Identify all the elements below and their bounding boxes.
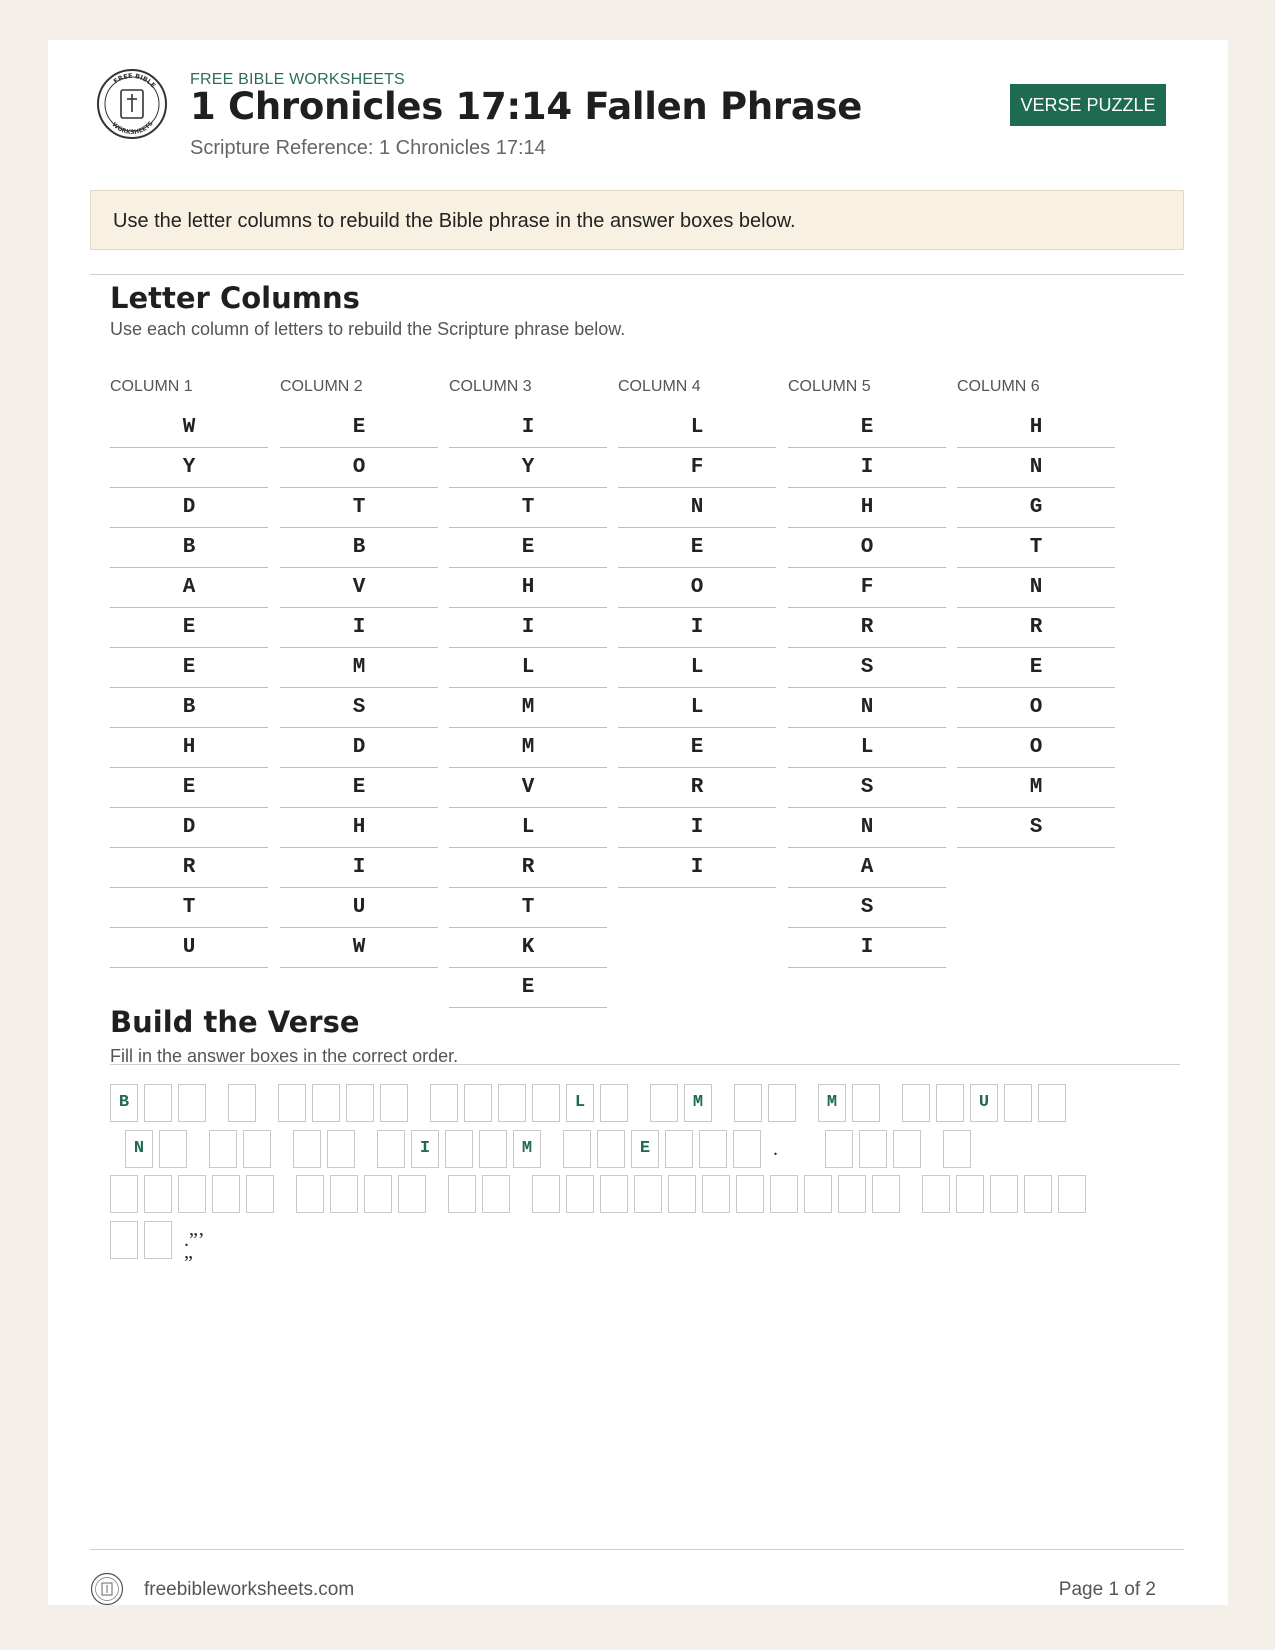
letter-columns-title: Letter Columns	[110, 281, 360, 315]
letter-column	[618, 378, 776, 888]
answer-box-hint[interactable]: M	[818, 1084, 846, 1122]
answer-box[interactable]	[825, 1130, 853, 1168]
letter-cell: E	[957, 648, 1115, 688]
answer-box[interactable]	[1004, 1084, 1032, 1122]
column-label: COLUMN 2	[280, 378, 363, 395]
answer-box[interactable]	[600, 1175, 628, 1213]
letter-cell: E	[618, 528, 776, 568]
letter-cell: R	[110, 848, 268, 888]
letter-cell: L	[449, 648, 607, 688]
letter-cell: N	[957, 448, 1115, 488]
answer-box[interactable]	[482, 1175, 510, 1213]
answer-box[interactable]	[634, 1175, 662, 1213]
build-verse-subtitle: Fill in the answer boxes in the correct order.	[110, 1046, 459, 1066]
answer-box[interactable]	[1038, 1084, 1066, 1122]
answer-box[interactable]	[144, 1221, 172, 1259]
answer-box[interactable]	[597, 1130, 625, 1168]
answer-box[interactable]	[563, 1130, 591, 1168]
answer-box[interactable]	[768, 1084, 796, 1122]
letter-column	[110, 378, 268, 968]
letter-cell: I	[618, 848, 776, 888]
column-label: COLUMN 3	[449, 378, 532, 395]
letter-cell: S	[788, 888, 946, 928]
answer-box[interactable]	[178, 1084, 206, 1122]
punctuation: .”’ ”	[184, 1229, 204, 1274]
letter-cell: S	[280, 688, 438, 728]
letter-cell: S	[788, 768, 946, 808]
letter-column	[280, 378, 438, 968]
answer-box[interactable]	[922, 1175, 950, 1213]
answer-box[interactable]	[110, 1175, 138, 1213]
answer-box-hint[interactable]: L	[566, 1084, 594, 1122]
answer-box[interactable]	[159, 1130, 187, 1168]
answer-box[interactable]	[380, 1084, 408, 1122]
letter-cell: D	[280, 728, 438, 768]
answer-box[interactable]	[293, 1130, 321, 1168]
answer-box[interactable]	[330, 1175, 358, 1213]
answer-box[interactable]	[212, 1175, 240, 1213]
letter-cell: E	[110, 768, 268, 808]
svg-text:WORKSHEETS: WORKSHEETS	[110, 120, 155, 137]
footer-site: freebibleworksheets.com	[144, 1579, 355, 1600]
letter-cell: A	[788, 848, 946, 888]
answer-box-hint[interactable]: U	[970, 1084, 998, 1122]
answer-box[interactable]	[852, 1084, 880, 1122]
letter-cell: G	[957, 488, 1115, 528]
answer-box[interactable]	[859, 1130, 887, 1168]
answer-box[interactable]	[893, 1130, 921, 1168]
column-label: COLUMN 6	[957, 378, 1040, 395]
build-verse-title: Build the Verse	[110, 1005, 360, 1039]
answer-box[interactable]	[498, 1084, 526, 1122]
answer-box[interactable]	[377, 1130, 405, 1168]
answer-box[interactable]	[448, 1175, 476, 1213]
verse-puzzle-badge: VERSE PUZZLE	[1010, 84, 1166, 126]
letter-cell: M	[280, 648, 438, 688]
letter-cell: W	[280, 928, 438, 968]
letter-cell: R	[618, 768, 776, 808]
answer-box[interactable]	[246, 1175, 274, 1213]
answer-box[interactable]	[600, 1084, 628, 1122]
answer-box[interactable]	[464, 1084, 492, 1122]
footer-logo-icon	[90, 1572, 124, 1606]
letter-cell: H	[280, 808, 438, 848]
answer-box-hint[interactable]: E	[631, 1130, 659, 1168]
letter-cell: E	[280, 768, 438, 808]
letter-cell: O	[618, 568, 776, 608]
letter-cell: Y	[449, 448, 607, 488]
answer-box-hint[interactable]: M	[513, 1130, 541, 1168]
answer-box[interactable]	[1058, 1175, 1086, 1213]
answer-box[interactable]	[178, 1175, 206, 1213]
letter-cell: V	[449, 768, 607, 808]
answer-box[interactable]	[665, 1130, 693, 1168]
letter-cell: F	[788, 568, 946, 608]
answer-box[interactable]	[430, 1084, 458, 1122]
answer-box[interactable]	[702, 1175, 730, 1213]
answer-box[interactable]	[278, 1084, 306, 1122]
answer-box[interactable]	[364, 1175, 392, 1213]
answer-box[interactable]	[532, 1175, 560, 1213]
answer-box[interactable]	[902, 1084, 930, 1122]
letter-cell: I	[788, 448, 946, 488]
letter-cell: D	[110, 808, 268, 848]
answer-box[interactable]	[668, 1175, 696, 1213]
answer-box[interactable]	[228, 1084, 256, 1122]
letter-cell: E	[449, 968, 607, 1008]
footer-divider	[90, 1549, 1184, 1550]
answer-box[interactable]	[936, 1084, 964, 1122]
letter-cell: T	[449, 488, 607, 528]
letter-cell: I	[788, 928, 946, 968]
letter-cell: R	[957, 608, 1115, 648]
letter-cell: E	[110, 608, 268, 648]
letter-cell: R	[449, 848, 607, 888]
answer-box[interactable]	[838, 1175, 866, 1213]
letter-cell: D	[110, 488, 268, 528]
letter-cell: I	[618, 608, 776, 648]
answer-box[interactable]	[327, 1130, 355, 1168]
letter-cell: K	[449, 928, 607, 968]
column-label: COLUMN 1	[110, 378, 193, 395]
letter-cell: M	[957, 768, 1115, 808]
letter-cell: L	[618, 408, 776, 448]
svg-text:FREE BIBLE: FREE BIBLE	[112, 71, 158, 90]
letter-cell: N	[788, 808, 946, 848]
letter-cell: M	[449, 688, 607, 728]
letter-cell: T	[449, 888, 607, 928]
letter-cell: N	[618, 488, 776, 528]
scripture-reference: Scripture Reference: 1 Chronicles 17:14	[190, 137, 546, 159]
answer-box[interactable]	[296, 1175, 324, 1213]
answer-box[interactable]	[650, 1084, 678, 1122]
answer-box[interactable]	[144, 1084, 172, 1122]
letter-cell: T	[957, 528, 1115, 568]
letter-cell: V	[280, 568, 438, 608]
column-label: COLUMN 5	[788, 378, 871, 395]
letter-cell: W	[110, 408, 268, 448]
answer-box[interactable]	[804, 1175, 832, 1213]
answer-box[interactable]	[398, 1175, 426, 1213]
letter-cell: H	[110, 728, 268, 768]
answer-box[interactable]	[532, 1084, 560, 1122]
answer-box[interactable]	[243, 1130, 271, 1168]
answer-box-hint[interactable]: N	[125, 1130, 153, 1168]
answer-box[interactable]	[479, 1130, 507, 1168]
letter-cell: I	[449, 608, 607, 648]
letter-cell: H	[957, 408, 1115, 448]
letter-cell: O	[280, 448, 438, 488]
answer-box[interactable]	[346, 1084, 374, 1122]
letter-cell: B	[110, 688, 268, 728]
letter-column	[788, 378, 946, 968]
logo-seal-icon	[96, 68, 168, 140]
answer-box[interactable]	[566, 1175, 594, 1213]
letter-cell: O	[957, 728, 1115, 768]
letter-cell: E	[788, 408, 946, 448]
letter-cell: F	[618, 448, 776, 488]
answer-box-hint[interactable]: I	[411, 1130, 439, 1168]
letter-cell: L	[618, 648, 776, 688]
letter-cell: T	[110, 888, 268, 928]
letter-cell: O	[788, 528, 946, 568]
letter-cell: I	[280, 848, 438, 888]
instructions-callout: Use the letter columns to rebuild the Bible phrase in the answer boxes below.	[90, 190, 1184, 250]
letter-cell: S	[957, 808, 1115, 848]
answer-box[interactable]	[1024, 1175, 1052, 1213]
column-label: COLUMN 4	[618, 378, 701, 395]
answer-box[interactable]	[943, 1130, 971, 1168]
divider	[90, 274, 1184, 275]
letter-column	[449, 378, 607, 1008]
answer-box[interactable]	[733, 1130, 761, 1168]
letter-cell: U	[110, 928, 268, 968]
answer-box[interactable]	[209, 1130, 237, 1168]
answer-box[interactable]	[144, 1175, 172, 1213]
letter-cell: E	[618, 728, 776, 768]
letter-cell: E	[280, 408, 438, 448]
letter-cell: S	[788, 648, 946, 688]
answer-box[interactable]	[110, 1221, 138, 1259]
letter-cell: T	[280, 488, 438, 528]
letter-cell: B	[110, 528, 268, 568]
letter-cell: Y	[110, 448, 268, 488]
punctuation: .	[773, 1138, 778, 1160]
letter-column	[957, 378, 1115, 848]
answer-box-hint[interactable]: B	[110, 1084, 138, 1122]
answer-box[interactable]	[699, 1130, 727, 1168]
letter-cell: O	[957, 688, 1115, 728]
answer-box[interactable]	[312, 1084, 340, 1122]
letter-cell: M	[449, 728, 607, 768]
answer-box[interactable]	[872, 1175, 900, 1213]
letter-cell: B	[280, 528, 438, 568]
letter-cell: I	[618, 808, 776, 848]
answer-box[interactable]	[990, 1175, 1018, 1213]
answer-box[interactable]	[770, 1175, 798, 1213]
letter-cell: L	[618, 688, 776, 728]
letter-cell: N	[957, 568, 1115, 608]
letter-cell: L	[788, 728, 946, 768]
letter-cell: H	[788, 488, 946, 528]
answer-box[interactable]	[956, 1175, 984, 1213]
answer-box[interactable]	[734, 1084, 762, 1122]
letter-cell: A	[110, 568, 268, 608]
letter-cell: I	[280, 608, 438, 648]
page-title: 1 Chronicles 17:14 Fallen Phrase	[190, 85, 863, 128]
letter-cell: E	[449, 528, 607, 568]
letter-columns-subtitle: Use each column of letters to rebuild the Scripture phrase below.	[110, 319, 626, 339]
answer-box-hint[interactable]: M	[684, 1084, 712, 1122]
letter-cell: H	[449, 568, 607, 608]
letter-cell: I	[449, 408, 607, 448]
letter-cell: R	[788, 608, 946, 648]
brand-label: FREE BIBLE WORKSHEETS	[190, 71, 405, 88]
answer-box[interactable]	[736, 1175, 764, 1213]
letter-cell: L	[449, 808, 607, 848]
page-number: Page 1 of 2	[1058, 1579, 1156, 1600]
letter-cell: U	[280, 888, 438, 928]
answer-box[interactable]	[445, 1130, 473, 1168]
letter-cell: E	[110, 648, 268, 688]
worksheet-page	[48, 40, 1228, 1605]
letter-cell: N	[788, 688, 946, 728]
